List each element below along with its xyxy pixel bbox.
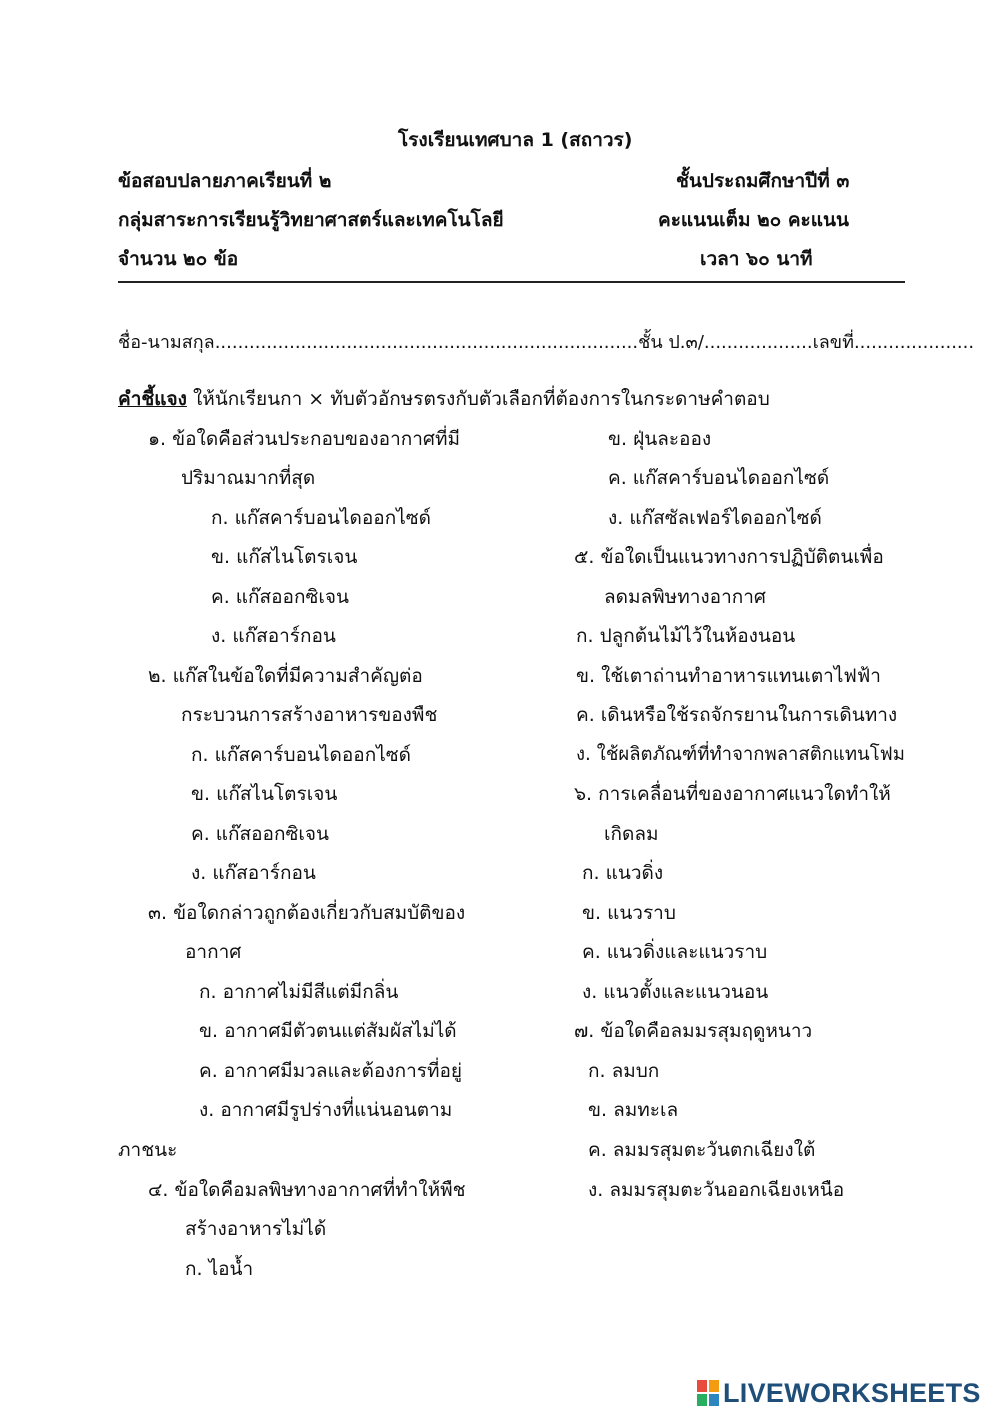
q7-option-a[interactable]: ก. ลมบก	[588, 1060, 660, 1082]
instruction	[118, 386, 770, 412]
q1-option-c[interactable]: ค. แก๊สออกซิเจน	[211, 586, 349, 608]
q2-option-a[interactable]: ก. แก๊สคาร์บอนไดออกไซด์	[191, 744, 411, 766]
q3-option-d-cont: ภาชนะ	[118, 1139, 178, 1161]
question-2: ๒. แก๊สในข้อใดที่มีความสำคัญต่อ	[148, 665, 423, 687]
q1-option-d[interactable]: ง. แก๊สอาร์กอน	[211, 625, 336, 647]
exam-title: ข้อสอบปลายภาคเรียนที่ ๒	[118, 170, 332, 192]
q2-option-c[interactable]: ค. แก๊สออกซิเจน	[191, 823, 329, 845]
student-info-line[interactable]: ชื่อ-นามสกุล..........................................................................ชั้น ป.๓/...................เลขที่.....................	[118, 332, 975, 353]
q7-option-b[interactable]: ข. ลมทะเล	[588, 1099, 679, 1121]
q3-option-b[interactable]: ข. อากาศมีตัวตนแต่สัมผัสไม่ได้	[199, 1020, 457, 1042]
logo-square-4	[709, 1394, 719, 1406]
liveworksheets-logo[interactable]	[697, 1377, 981, 1409]
q5-option-b[interactable]: ข. ใช้เตาถ่านทำอาหารแทนเตาไฟฟ้า	[576, 665, 881, 687]
logo-square-1	[697, 1380, 707, 1392]
liveworksheets-logo-icon	[697, 1380, 719, 1406]
q2-option-b[interactable]: ข. แก๊สไนโตรเจน	[191, 783, 338, 805]
q6-option-c[interactable]: ค. แนวดิ่งและแนวราบ	[582, 941, 768, 963]
q6-option-b[interactable]: ข. แนวราบ	[582, 902, 676, 924]
q6-option-a[interactable]: ก. แนวดิ่ง	[582, 862, 664, 884]
subject-group: กลุ่มสาระการเรียนรู้วิทยาศาสตร์และเทคโนโลยี	[118, 209, 504, 231]
header-divider	[118, 281, 905, 283]
question-1-cont: ปริมาณมากที่สุด	[181, 467, 316, 489]
question-3: ๓. ข้อใดกล่าวถูกต้องเกี่ยวกับสมบัติของ	[148, 902, 466, 924]
question-5-cont: ลดมลพิษทางอากาศ	[604, 586, 766, 608]
question-5: ๕. ข้อใดเป็นแนวทางการปฏิบัติตนเพื่อ	[574, 546, 884, 568]
q4-option-a[interactable]: ก. ไอน้ำ	[185, 1258, 254, 1280]
q3-option-c[interactable]: ค. อากาศมีมวลและต้องการที่อยู่	[199, 1060, 463, 1082]
q4-option-d[interactable]: ง. แก๊สซัลเฟอร์ไดออกไซด์	[608, 507, 822, 529]
q5-option-c[interactable]: ค. เดินหรือใช้รถจักรยานในการเดินทาง	[576, 704, 898, 726]
q5-option-a[interactable]: ก. ปลูกต้นไม้ไว้ในห้องนอน	[576, 625, 796, 647]
full-score: คะแนนเต็ม ๒๐ คะแนน	[658, 209, 849, 231]
question-6-cont: เกิดลม	[604, 823, 659, 845]
question-2-cont: กระบวนการสร้างอาหารของพืช	[181, 704, 438, 726]
q4-option-c[interactable]: ค. แก๊สคาร์บอนไดออกไซด์	[608, 467, 830, 489]
q1-option-b[interactable]: ข. แก๊สไนโตรเจน	[211, 546, 358, 568]
question-6: ๖. การเคลื่อนที่ของอากาศแนวใดทำให้	[574, 783, 891, 805]
question-4-cont: สร้างอาหารไม่ได้	[185, 1218, 327, 1240]
q3-option-a[interactable]: ก. อากาศไม่มีสีแต่มีกลิ่น	[199, 981, 399, 1003]
q6-option-d[interactable]: ง. แนวตั้งและแนวนอน	[582, 981, 769, 1003]
question-1: ๑. ข้อใดคือส่วนประกอบของอากาศที่มี	[148, 428, 461, 450]
grade-level: ชั้นประถมศึกษาปีที่ ๓	[676, 170, 850, 192]
question-4: ๔. ข้อใดคือมลพิษทางอากาศที่ทำให้พืช	[148, 1179, 466, 1201]
q7-option-c[interactable]: ค. ลมมรสุมตะวันตกเฉียงใต้	[588, 1139, 816, 1161]
question-count: จำนวน ๒๐ ข้อ	[118, 248, 239, 270]
q5-option-d[interactable]: ง. ใช้ผลิตภัณฑ์ที่ทำจากพลาสติกแทนโฟม	[576, 744, 905, 765]
q2-option-d[interactable]: ง. แก๊สอาร์กอน	[191, 862, 316, 884]
school-name: โรงเรียนเทศบาล 1 (สถาวร)	[398, 129, 633, 151]
time-limit: เวลา ๖๐ นาที	[700, 248, 813, 270]
logo-square-3	[697, 1394, 707, 1406]
instruction-label: คำชี้แจง	[118, 388, 187, 410]
q7-option-d[interactable]: ง. ลมมรสุมตะวันออกเฉียงเหนือ	[588, 1179, 845, 1201]
liveworksheets-logo-text: LIVEWORKSHEETS	[723, 1377, 981, 1408]
logo-square-2	[709, 1380, 719, 1392]
question-3-cont: อากาศ	[185, 941, 242, 963]
q1-option-a[interactable]: ก. แก๊สคาร์บอนไดออกไซด์	[211, 507, 431, 529]
q4-option-b[interactable]: ข. ฝุ่นละออง	[608, 428, 712, 450]
question-7: ๗. ข้อใดคือลมมรสุมฤดูหนาว	[574, 1020, 813, 1042]
q3-option-d[interactable]: ง. อากาศมีรูปร่างที่แน่นอนตาม	[199, 1099, 453, 1121]
instruction-text: ให้นักเรียนกา × ทับตัวอักษรตรงกับตัวเลือกที่ต้องการในกระดาษคำตอบ	[186, 388, 770, 410]
